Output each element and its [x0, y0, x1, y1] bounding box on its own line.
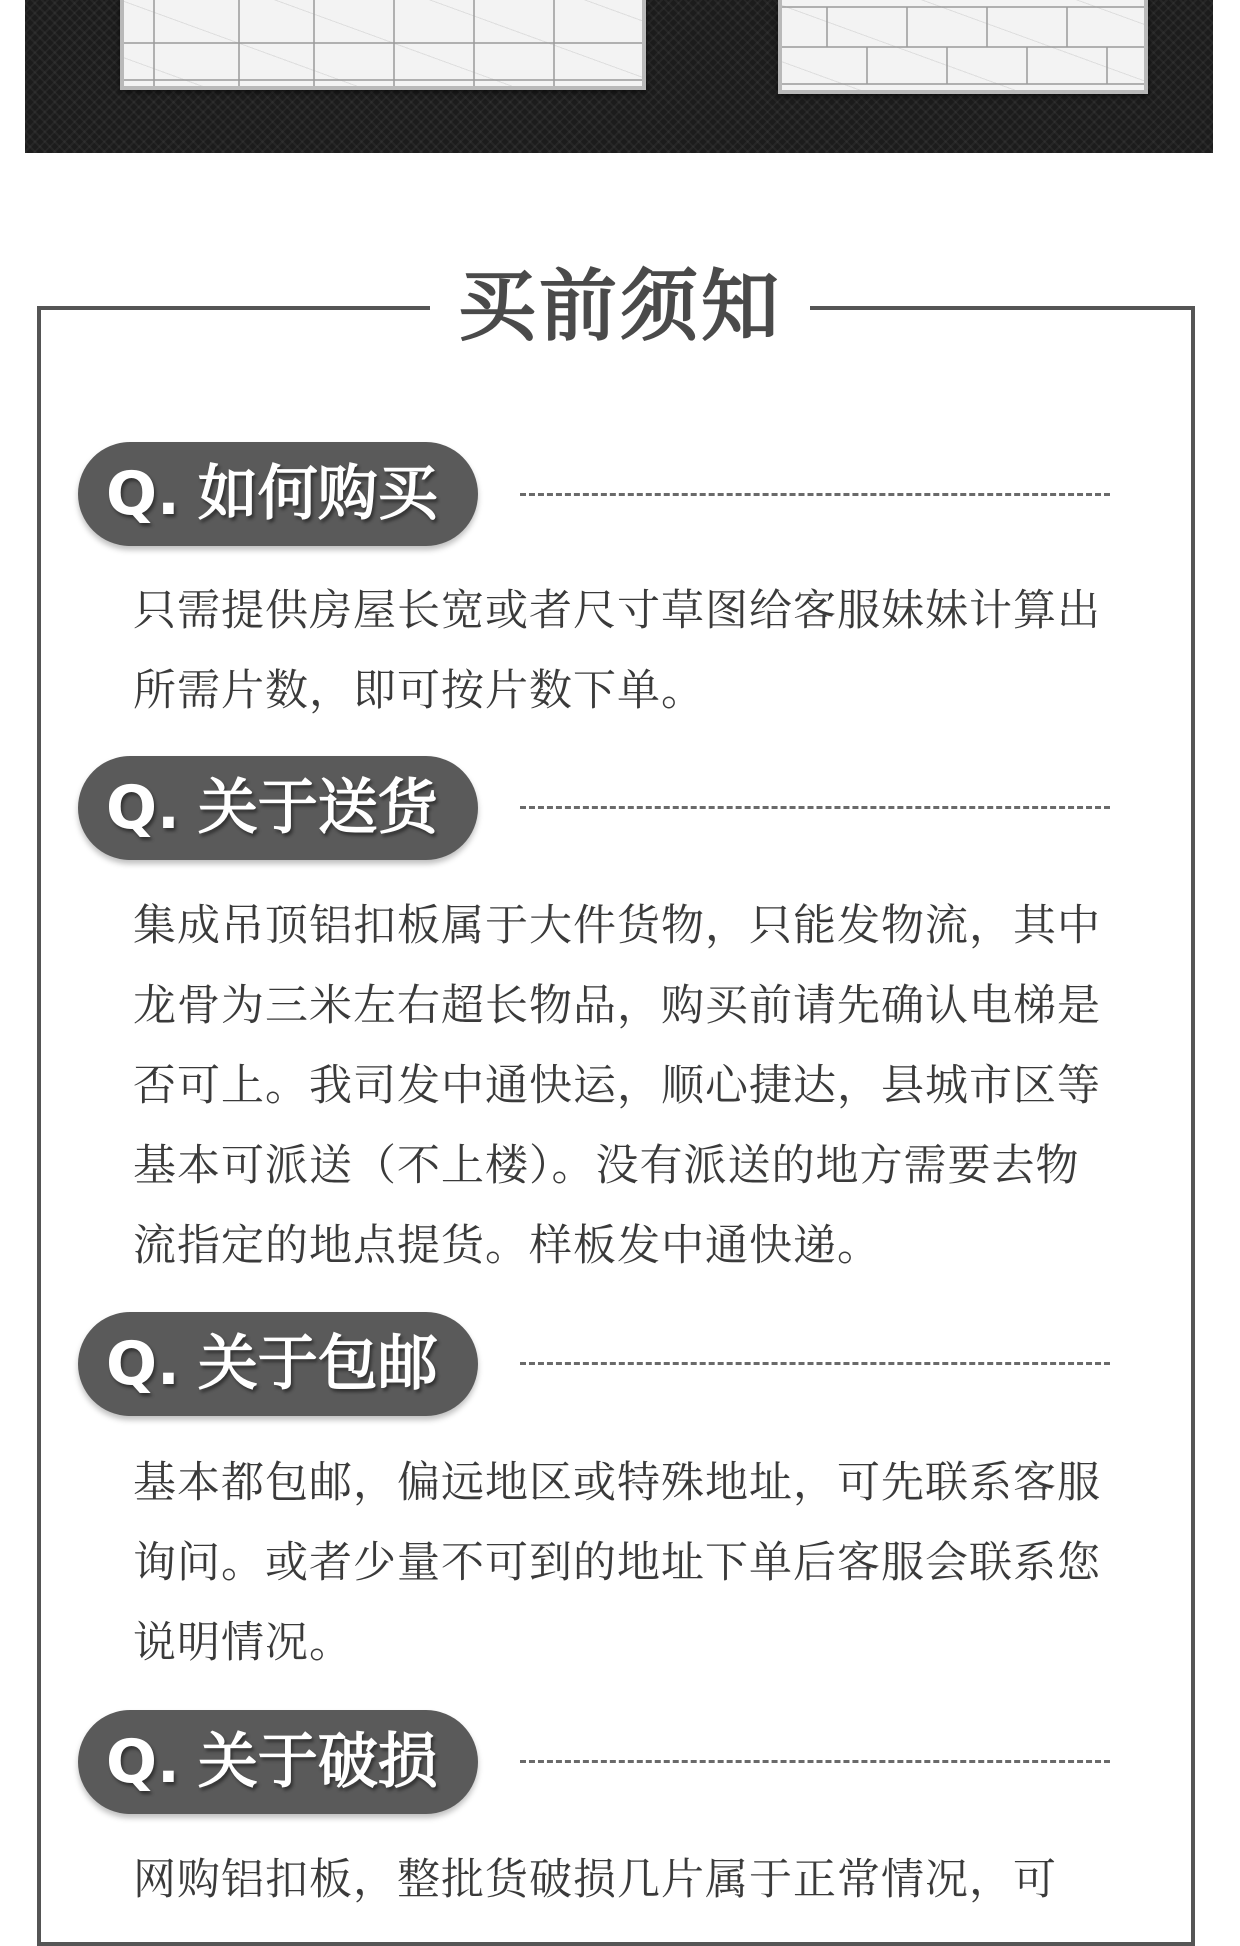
answer-text: 集成吊顶铝扣板属于大件货物，只能发物流，其中龙骨为三米左右超长物品，购买前请先确认电梯是否可上。我司发中通快运，顺心捷达，县城市区等基本可派送（不上楼）。没有派送的地方需要去物流指定的地点提货。样板发中通快递。: [133, 901, 1101, 1271]
ceiling-panel-image-left: [120, 0, 646, 90]
question-title: 关于包邮: [197, 1329, 438, 1399]
question-badge-damage: [78, 1710, 478, 1814]
question-title: 如何购买: [197, 459, 438, 529]
notice-title: 买前须知: [430, 262, 810, 352]
question-prefix: Q.: [106, 459, 180, 529]
question-title: 关于送货: [197, 773, 438, 843]
dashed-divider: [520, 806, 1110, 809]
question-prefix: Q.: [106, 1727, 180, 1797]
notice-title-wrapper: [0, 262, 1240, 352]
dashed-divider: [520, 1362, 1110, 1365]
question-badge-how-to-buy: [78, 442, 478, 546]
answer-text: 只需提供房屋长宽或者尺寸草图给客服妹妹计算出所需片数，即可按片数下单。: [133, 586, 1101, 716]
answer-text: 基本都包邮，偏远地区或特殊地址，可先联系客服询问。或者少量不可到的地址下单后客服会联系您说明情况。: [133, 1458, 1101, 1668]
product-banner: [25, 0, 1213, 153]
tile-grid-left: [124, 0, 642, 86]
question-badge-delivery: [78, 756, 478, 860]
answer-text: 网购铝扣板，整批货破损几片属于正常情况，可: [133, 1855, 1057, 1905]
question-badge-free-shipping: [78, 1312, 478, 1416]
question-prefix: Q.: [106, 1329, 180, 1399]
dashed-divider: [520, 1760, 1110, 1763]
tile-grid-right: [782, 0, 1144, 90]
ceiling-panel-image-right: [778, 0, 1148, 94]
question-prefix: Q.: [106, 773, 180, 843]
dashed-divider: [520, 493, 1110, 496]
question-title: 关于破损: [197, 1727, 438, 1797]
